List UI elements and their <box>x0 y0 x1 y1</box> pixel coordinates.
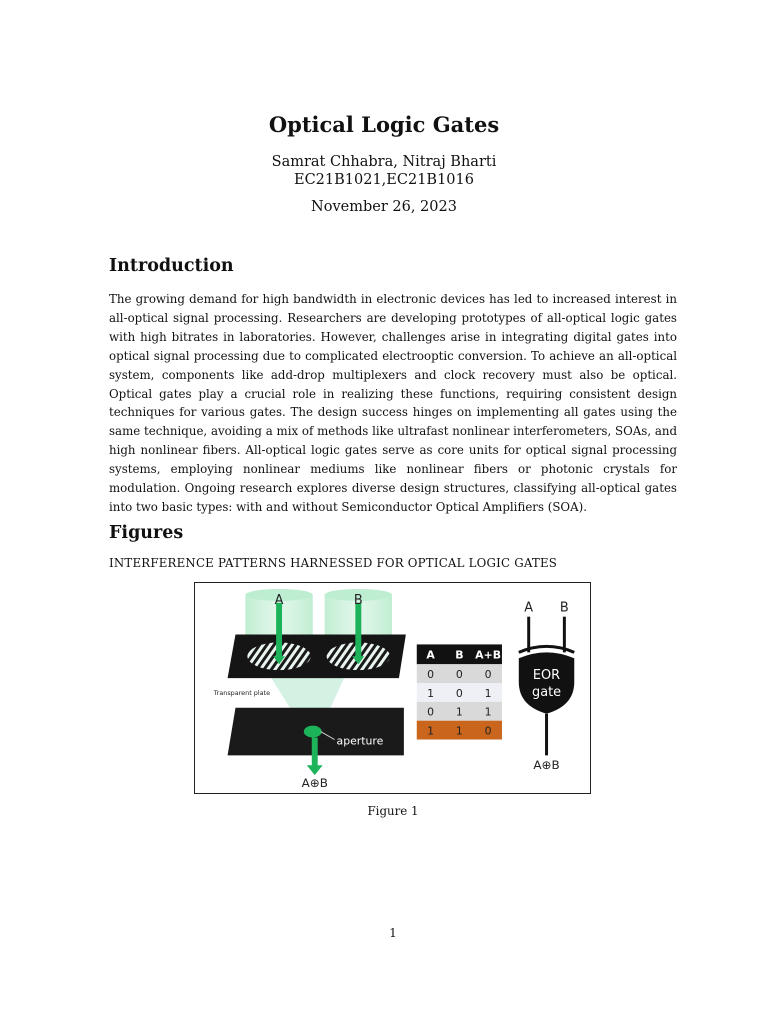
truth-table-header-out: A+B <box>475 648 502 662</box>
truth-table-cell: 0 <box>455 686 463 700</box>
truth-table-cell: 1 <box>427 686 435 700</box>
section-heading-introduction: Introduction <box>109 256 234 276</box>
figure-1-illustration <box>195 583 590 793</box>
paper-title: Optical Logic Gates <box>268 112 500 137</box>
page-number: 1 <box>389 926 397 940</box>
truth-table-cell: 1 <box>427 724 435 738</box>
truth-table-cell: 1 <box>484 705 492 719</box>
truth-table-cell: 0 <box>455 668 463 682</box>
author-block <box>0 153 768 189</box>
paper-date: November 26, 2023 <box>311 199 457 215</box>
section-heading-figures: Figures <box>109 523 184 543</box>
truth-table-cell: 0 <box>484 724 492 738</box>
author-ids: EC21B1021,EC21B1016 <box>294 172 474 188</box>
aperture-label: aperture <box>336 734 384 748</box>
aperture-spot <box>304 726 322 738</box>
truth-table-cell: 1 <box>455 705 463 719</box>
truth-table-cell: 0 <box>427 705 435 719</box>
gate-input-b: B <box>559 600 569 616</box>
truth-table-cell: 1 <box>455 724 463 738</box>
transparent-plate-label: Transparent plate <box>213 688 271 697</box>
output-label: A⊕B <box>301 776 328 791</box>
gate-name-line1: EOR <box>532 668 561 684</box>
truth-table-cell: 0 <box>484 668 492 682</box>
author-names: Samrat Chhabra, Nitraj Bharti <box>271 154 497 170</box>
figure-subtitle: INTERFERENCE PATTERNS HARNESSED FOR OPTICAL LOGIC GATES <box>109 556 558 570</box>
gate-name-line2: gate <box>532 684 562 700</box>
gate-output-label: A⊕B <box>533 758 560 773</box>
figure-1 <box>194 582 591 794</box>
truth-table-cell: 1 <box>484 686 492 700</box>
truth-table <box>417 644 502 739</box>
beam-label-a: A <box>274 592 284 608</box>
introduction-body: The growing demand for high bandwidth in electronic devices has led to increased interest in all-optical signal processing. Researchers are developing prototypes of all-optical logic gates with high bitrates in laboratories. However, challenges arise in integrating digital gates into optical signal processing due to complicated electrooptic conversion. To achieve an all-optical system, components like add-drop multiplexers and clock recovery must also be optical. Optical gates play a crucial role in realizing these functions, requiring consistent design techniques for various gates. The design success hinges on implementing all gates using the same technique, avoiding a mix of methods like ultrafast nonlinear interferometers, SOAs, and high nonlinear fibers. All-optical logic gates serve as core units for optical signal processing systems, employing nonlinear mediums like nonlinear fibers or photonic crystals for modulation. Ongoing research explores diverse design structures, classifying all-optical gates into two basic types: with and without Semiconductor Optical Amplifiers (SOA). <box>109 292 677 514</box>
gate-input-a: A <box>524 600 534 616</box>
truth-table-cell: 0 <box>427 668 435 682</box>
truth-table-header-b: B <box>455 648 464 662</box>
beam-label-b: B <box>353 592 363 608</box>
truth-table-header-a: A <box>426 648 435 662</box>
figure-caption: Figure 1 <box>367 804 419 818</box>
